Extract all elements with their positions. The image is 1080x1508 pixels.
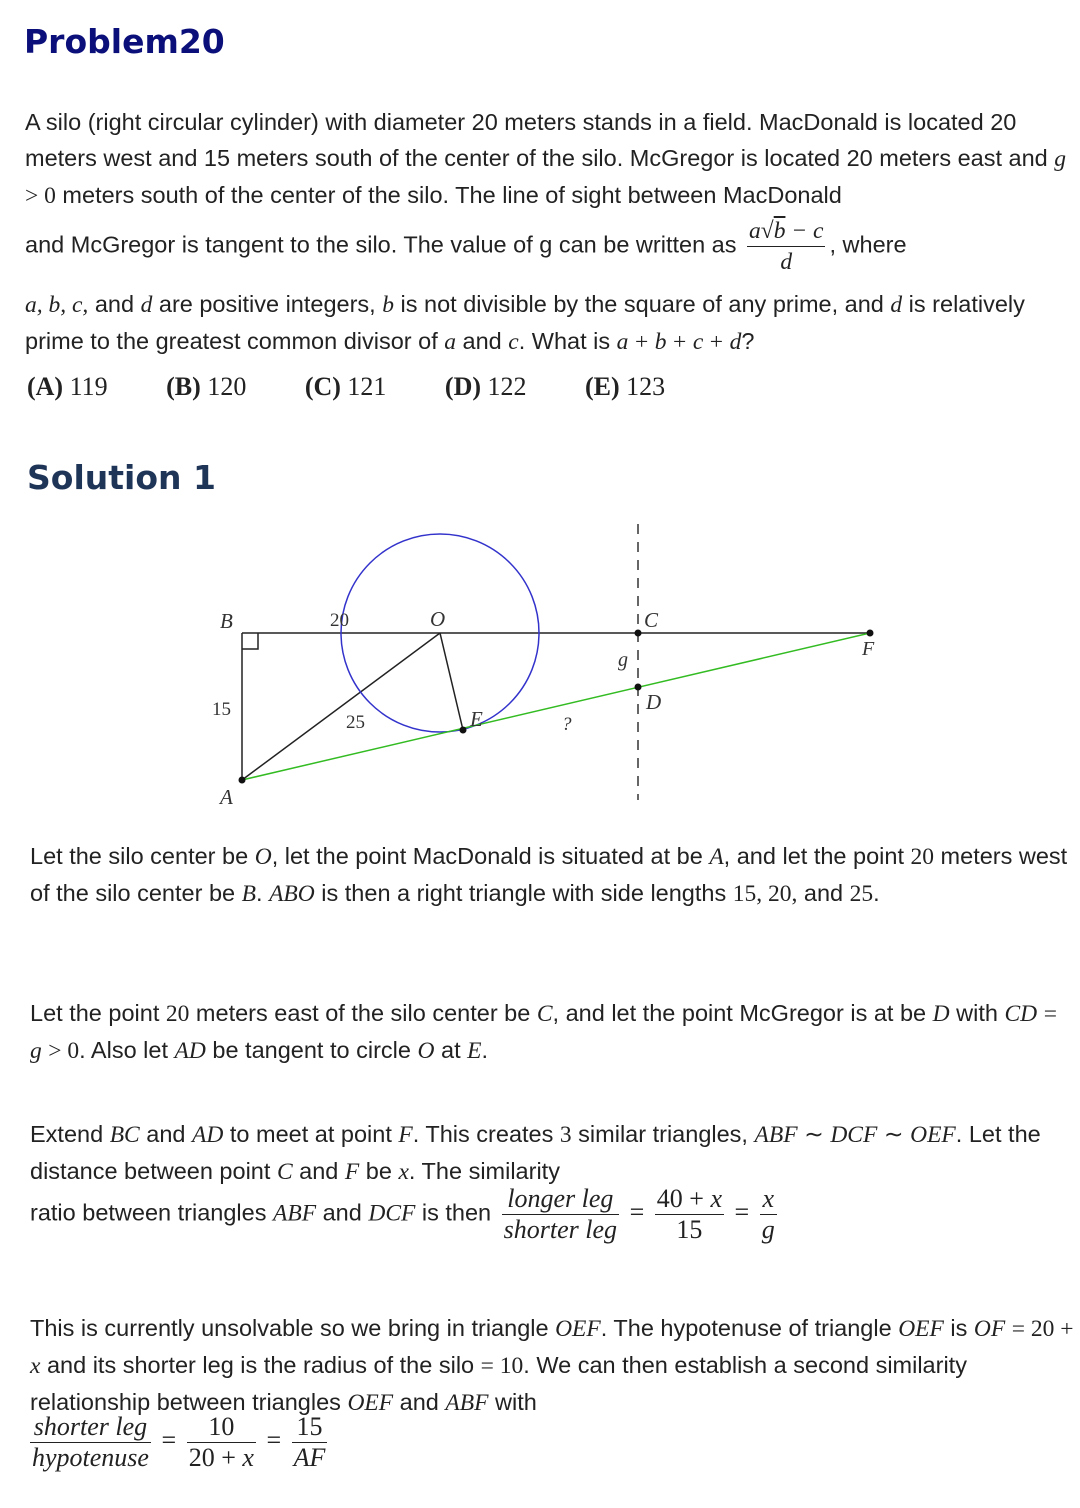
- ratio-fraction-3: $\frac{x}{g}$: [761, 1184, 775, 1244]
- label-c: C: [644, 608, 659, 632]
- tangent-line-af: [242, 633, 870, 780]
- ratio-fraction-5: $\frac{10}{20 + x}$: [188, 1412, 254, 1472]
- solution-paragraph-1: Let the silo center be O, let the point MacDonald is situated at be A, and let the point 20 meters west of the silo center be B. ABO is then a right triangle with side lengths 15, 20, and 25.: [30, 843, 1068, 907]
- label-20: 20: [330, 610, 349, 631]
- label-g: g: [618, 649, 628, 671]
- solution-title: Solution 1: [27, 458, 216, 497]
- solution-paragraph-3: Extend BC and AD to meet at point F. This creates 3 similar triangles, ABF ∼ DCF ∼ OEF. Let the distance between point C and F be x. The similarity: [30, 1121, 1041, 1185]
- choice-a: (A) 119: [27, 372, 108, 401]
- geometry-diagram: [0, 510, 1080, 830]
- point-e: [460, 727, 467, 734]
- label-a: A: [220, 785, 233, 809]
- label-25: 25: [346, 712, 365, 733]
- ratio-fraction-4: $\frac{\text{shorter leg}}{\text{hypotenuse}}$: [32, 1412, 149, 1472]
- solution-paragraph-3b: ratio between triangles ABF and DCF is then $\frac{\text{longer leg}}{\text{shorter leg}}$ = $\frac{40 + x}{15}$ = $\frac{x}{g}$: [30, 1184, 775, 1244]
- ratio-fraction-2: $\frac{40 + x}{15}$: [656, 1184, 722, 1244]
- solution-paragraph-2: Let the point 20 meters east of the silo center be C, and let the point McGregor is at be D with CD = g > 0. Also let AD be tangent to circle O at E.: [30, 1000, 1057, 1064]
- point-c: [635, 630, 642, 637]
- ratio-fraction-1: $\frac{\text{longer leg}}{\text{shorter leg}}$: [503, 1184, 618, 1244]
- point-d: [635, 684, 642, 691]
- ratio-fraction-6: $\frac{15}{AF}$: [293, 1412, 326, 1472]
- problem-statement-2: and McGregor is tangent to the silo. The value of g can be written as $\frac{a√b - c}{d}$ , where: [25, 218, 907, 275]
- point-a: [239, 777, 246, 784]
- line-oe: [440, 633, 463, 730]
- problem-statement-3: a, b, c, and d are positive integers, b is not divisible by the square of any prime, and d is relatively prime to the greatest common divisor of a and c. What is a + b + c + d?: [25, 291, 1025, 355]
- label-d: D: [646, 690, 662, 714]
- choice-d: (D) 122: [444, 372, 527, 401]
- g-fraction: $\frac{a√b - c}{d}$: [749, 218, 824, 275]
- label-question: ?: [562, 714, 572, 735]
- answer-choices: [27, 372, 717, 402]
- label-e: E: [470, 707, 483, 731]
- label-15: 15: [212, 699, 231, 720]
- label-f: F: [862, 638, 875, 660]
- right-angle-mark: [242, 633, 258, 649]
- label-b: B: [220, 609, 233, 633]
- solution-paragraph-4: This is currently unsolvable so we bring in triangle OEF. The hypotenuse of triangle OEF is OF = 20 + x and its shorter leg is the radius of the silo = 10. We can then establish a second similarity relationship between triangles OEF and ABF with: [30, 1315, 1074, 1416]
- label-o: O: [430, 607, 446, 631]
- problem-statement: A silo (right circular cylinder) with diameter 20 meters stands in a field. MacDonald is located 20 meters west and 15 meters south of the center of the silo. McGregor is located 20 meters east and g > 0 meters south of the center of the silo. The line of sight between MacDonald: [25, 109, 1067, 209]
- choice-b: (B) 120: [166, 372, 247, 401]
- choice-e: (E) 123: [585, 372, 666, 401]
- choice-c: (C) 121: [304, 372, 387, 401]
- solution-equation-2: $\frac{\text{shorter leg}}{\text{hypotenuse}}$ = $\frac{10}{20 + x}$ = $\frac{15}{AF}$: [32, 1412, 326, 1472]
- line-ao: [242, 633, 440, 780]
- problem-title: Problem20: [24, 22, 225, 61]
- point-f: [867, 630, 874, 637]
